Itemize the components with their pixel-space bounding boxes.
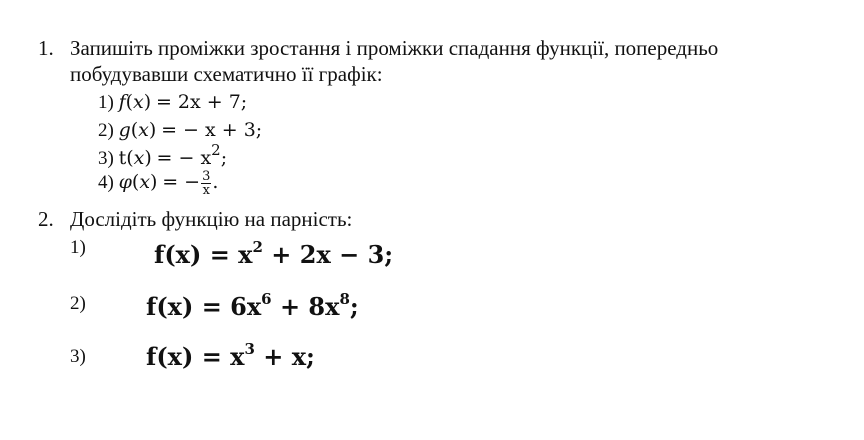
exponent: 2 [211, 140, 221, 159]
task-2-item-3-formula [146, 342, 315, 371]
function-rhs: = 2x + 7; [155, 91, 248, 113]
punctuation: ; [220, 147, 228, 169]
function-rhs: = − x + 3; [161, 119, 263, 141]
item-label: 2) [98, 120, 114, 141]
formula-lhs: f(x) = x [154, 240, 253, 269]
task-2-item-2-formula [146, 292, 359, 321]
task-1-text-line1: Запишіть проміжки зростання і проміжки спадання функції, попередньо [70, 36, 719, 60]
task-1-item-1: 1) f(x) = 2x + 7; [98, 91, 248, 113]
task-2-item-2-label: 2) [70, 293, 86, 314]
function-name: g [118, 119, 131, 141]
task-1-text-line2: побудувавши схематично її графік: [70, 62, 383, 86]
function-name: φ [118, 171, 132, 193]
exponent: 8 [339, 290, 350, 308]
item-label: 3) [98, 148, 114, 169]
formula-rest: + 2x − 3; [262, 240, 394, 269]
fraction [201, 170, 211, 197]
formula-rest: ; [349, 292, 359, 321]
item-label: 4) [98, 172, 114, 193]
fraction-numerator: 3 [202, 169, 211, 185]
function-name: t [118, 147, 127, 169]
task-1-item-2: 2) g(x) = − x + 3; [98, 119, 263, 141]
formula-lhs: f(x) = x [146, 342, 245, 371]
exponent: 6 [261, 290, 272, 308]
function-rhs: = − x [156, 147, 212, 169]
task-2-text-line1: Дослідіть функцію на парність: [70, 207, 353, 231]
task-1-number: 1. [38, 36, 54, 60]
formula-rest: + x; [254, 342, 315, 371]
punctuation: . [212, 171, 219, 193]
exponent: 2 [252, 238, 263, 256]
task-1-item-3: 3) t(x) = − $x^2$; [98, 140, 228, 169]
task-2-item-1-label: 1) [70, 237, 86, 258]
item-label: 1) [98, 92, 114, 113]
formula-lhs: f(x) = 6x [146, 292, 262, 321]
exponent: 3 [244, 340, 255, 358]
task-2-item-1-formula [154, 240, 393, 269]
task-2-item-3-label: 3) [70, 346, 86, 367]
task-2-heading [38, 207, 352, 231]
function-rhs: = − [162, 171, 201, 193]
task-2-number: 2. [38, 207, 54, 231]
function-name: f [118, 91, 126, 113]
fraction-denominator: x [202, 183, 210, 199]
task-1-item-4: 4) φ(x) = − $\frac{3}{x}$ . [98, 169, 219, 199]
task-1-heading [38, 36, 718, 60]
formula-mid: + 8x [271, 292, 340, 321]
